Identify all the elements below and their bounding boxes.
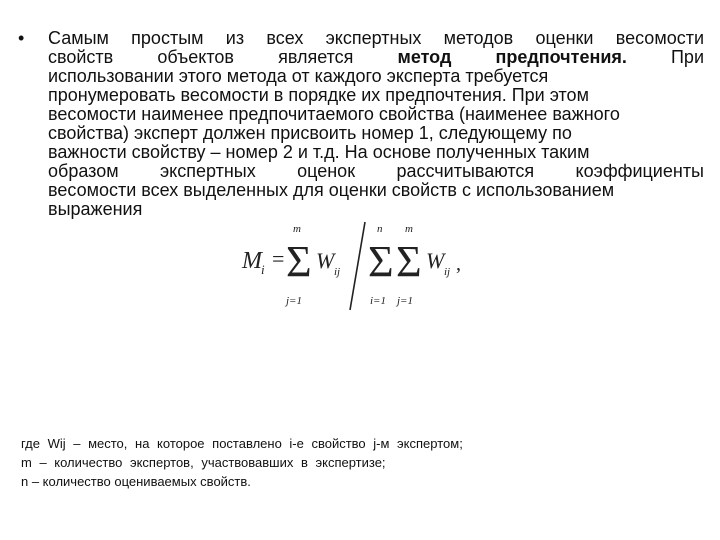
division-slash	[350, 222, 365, 310]
bullet-icon: •	[18, 28, 25, 48]
bold-term: метод предпочтения.	[397, 47, 627, 67]
text-line-4: пронумеровать весомости в порядке их предпочтения. При этом	[48, 85, 589, 105]
w-numerator: W	[316, 248, 335, 273]
weight-formula	[240, 218, 475, 318]
w-denominator: W	[426, 248, 445, 273]
formula-equals: =	[272, 246, 285, 271]
text-line-5: весомости наименее предпочитаемого свойства (наименее важного	[48, 104, 620, 124]
text-line-7: важности свойству – номер 2 и т.д. На основе полученных таким	[48, 142, 590, 162]
formula-lhs-sub: i	[261, 262, 265, 277]
text-line-8: образом экспертных оценок рассчитываются коэффициенты	[48, 161, 704, 181]
w-sub-numerator: ij	[334, 266, 341, 278]
sum-sign-inner: Σ	[396, 237, 422, 286]
text-line-1: Самым простым из всех экспертных методов оценки весомости	[48, 28, 704, 48]
note-m: m – количество экспертов, участвовавших в экспертизе;	[21, 455, 386, 470]
text-line-2: свойств объектов является метод предпочтения. При	[48, 47, 704, 67]
w-sub-denominator: ij	[444, 266, 451, 278]
text-line-3: использовании этого метода от каждого эксперта требуется	[48, 66, 549, 86]
legend-notes	[21, 434, 463, 491]
sum-lower-j-2: j=1	[397, 295, 413, 307]
text-line-6: свойства) эксперт должен присвоить номер 1, следующему по	[48, 123, 572, 143]
sum-sign-outer: Σ	[368, 237, 394, 286]
formula-comma: ,	[456, 253, 461, 275]
note-n: n – количество оцениваемых свойств.	[21, 474, 251, 489]
sum-upper-n: n	[377, 223, 383, 235]
sum-upper-m: m	[293, 223, 301, 235]
note-wij: где Wij – место, на которое поставлено i-е свойство j-м экспертом;	[21, 436, 463, 451]
sum-lower-i: i=1	[370, 295, 386, 307]
sum-lower-j: j=1	[286, 295, 302, 307]
text-line-9: весомости всех выделенных для оценки свойств с использованием	[48, 180, 615, 200]
sum-sign-numerator: Σ	[286, 237, 312, 286]
formula-lhs: M	[242, 248, 262, 274]
bullet-text	[48, 29, 704, 219]
sum-upper-m-2: m	[405, 223, 413, 235]
text-line-10: выражения	[48, 199, 143, 219]
